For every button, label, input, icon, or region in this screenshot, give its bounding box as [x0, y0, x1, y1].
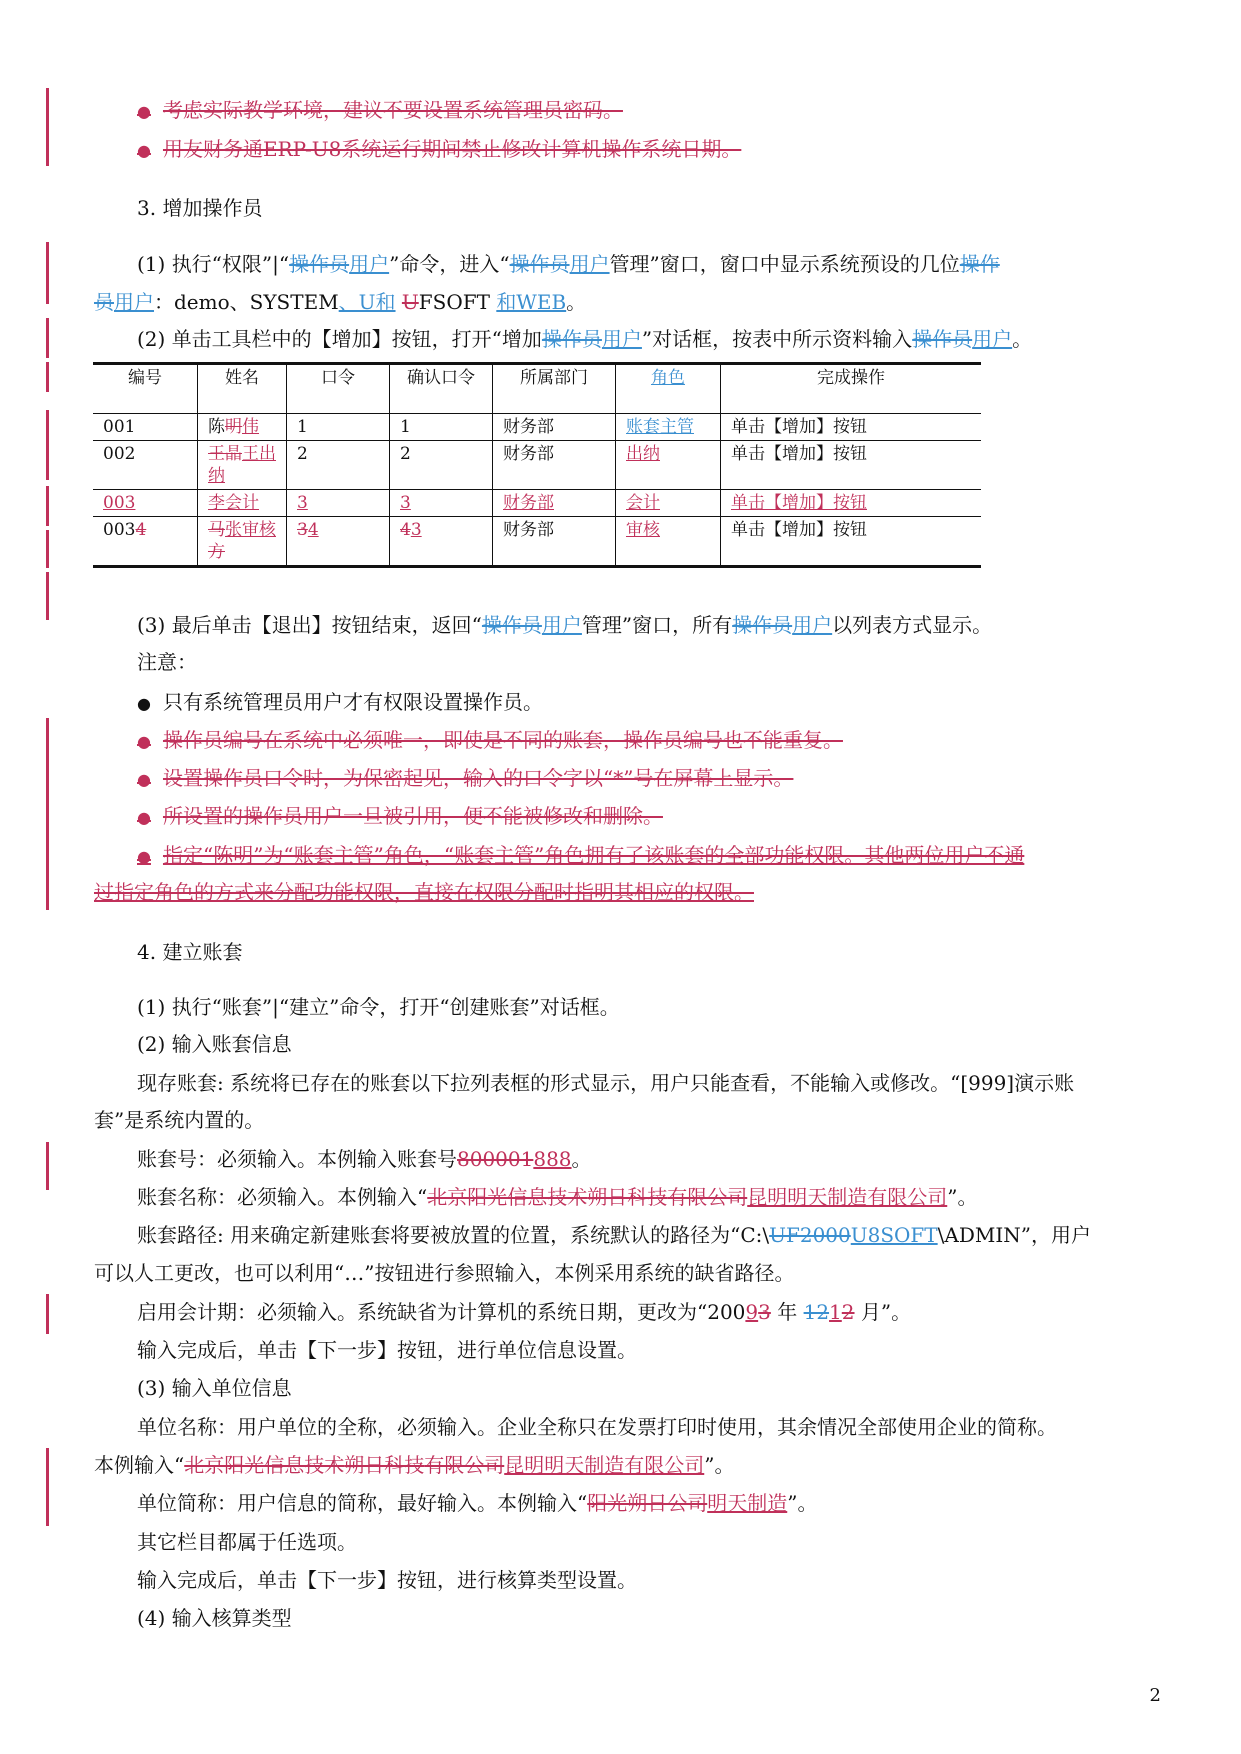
paragraph: 可以人工更改，也可以利用“…”按钮进行参照输入，本例采用系统的缺省路径。: [94, 1261, 795, 1285]
change-bar: [46, 242, 49, 304]
paragraph: 输入完成后，单击【下一步】按钮，进行单位信息设置。: [137, 1338, 637, 1362]
table-header-row: [93, 364, 981, 414]
column-header: 完成操作: [721, 364, 982, 414]
note-item: ● 操作员编号在系统中必须唯一，即使是不同的账套，操作员编号也不能重复。: [137, 728, 843, 752]
note-item: ● 用友财务通ERP-U8系统运行期间禁止修改计算机操作系统日期。: [137, 137, 742, 161]
paragraph: 员用户：demo、SYSTEM、U和 UFSOFT 和WEB。: [94, 290, 587, 314]
note-item: ● 指定“陈明”为“账套主管”角色，“账套主管”角色拥有了该账套的全部功能权限。其他两位用户不通: [137, 843, 1025, 867]
paragraph: 其它栏目都属于任选项。: [137, 1530, 357, 1554]
note-item: ● 只有系统管理员用户才有权限设置操作员。: [137, 690, 543, 714]
paragraph: 套”是系统内置的。: [94, 1108, 265, 1132]
note-item: ● 考虑实际教学环境，建议不要设置系统管理员密码。: [137, 98, 623, 122]
paragraph: (2) 单击工具栏中的【增加】按钮，打开“增加操作员用户”对话框，按表中所示资料输入操作员用户。: [137, 327, 1033, 351]
note-item: ● 设置操作员口令时，为保密起见，输入的口令字以“*”号在屏幕上显示。: [137, 766, 794, 790]
paragraph: (1) 执行“权限”|“操作员用户”命令，进入“操作员用户管理”窗口，窗口中显示系统预设的几位操作: [137, 252, 1000, 276]
paragraph: (2) 输入账套信息: [137, 1032, 292, 1056]
paragraph: 单位简称：用户信息的简称，最好输入。本例输入“阳光朔日公司明天制造”。: [137, 1491, 818, 1515]
paragraph: (3) 最后单击【退出】按钮结束，返回“操作员用户管理”窗口，所有操作员用户以列表方式显示。: [137, 613, 993, 637]
change-bar: [46, 718, 49, 910]
paragraph: (4) 输入核算类型: [137, 1606, 292, 1630]
change-bar: [46, 1448, 49, 1526]
column-header: 角色: [616, 364, 721, 414]
column-header: 编号: [93, 364, 198, 414]
column-header: 口令: [287, 364, 390, 414]
change-bar: [46, 572, 49, 620]
change-bar: [46, 1142, 49, 1190]
operator-table: [93, 362, 981, 568]
column-header: 确认口令: [390, 364, 493, 414]
paragraph: 输入完成后，单击【下一步】按钮，进行核算类型设置。: [137, 1568, 637, 1592]
paragraph: 现存账套: 系统将已存在的账套以下拉列表框的形式显示，用户只能查看，不能输入或修改。“[999]演示账: [137, 1071, 1075, 1095]
note-item: 过指定角色的方式来分配功能权限，直接在权限分配时指明其相应的权限。: [94, 880, 754, 904]
paragraph: (1) 执行“账套”|“建立”命令，打开“创建账套”对话框。: [137, 995, 620, 1019]
change-bar: [46, 88, 49, 166]
paragraph: (3) 输入单位信息: [137, 1376, 292, 1400]
note-title: 注意：: [137, 650, 197, 674]
change-bar: [46, 1294, 49, 1334]
table-row: 002 王晶王出纳 2 2 财务部 出纳 单击【增加】按钮: [93, 441, 981, 490]
column-header: 所属部门: [493, 364, 616, 414]
paragraph: 账套号：必须输入。本例输入账套号800001888。: [137, 1147, 592, 1171]
column-header: 姓名: [198, 364, 287, 414]
paragraph: 单位名称：用户单位的全称，必须输入。企业全称只在发票打印时使用，其余情况全部使用企业的简称。: [137, 1415, 1057, 1439]
paragraph: 本例输入“北京阳光信息技术朔日科技有限公司昆明明天制造有限公司”。: [94, 1453, 735, 1477]
section-title: 4. 建立账套: [137, 940, 243, 964]
table-row: 003 李会计 3 3 财务部 会计 单击【增加】按钮: [93, 490, 981, 517]
page-number: 2: [1149, 1685, 1161, 1706]
change-bar: [46, 410, 49, 480]
paragraph: 启用会计期：必须输入。系统缺省为计算机的系统日期，更改为“20093 年 1212 月”。: [137, 1300, 912, 1324]
paragraph: 账套名称：必须输入。本例输入“北京阳光信息技术朔日科技有限公司昆明明天制造有限公司”。: [137, 1185, 978, 1209]
table-row: 001 陈明伟 1 1 财务部 账套主管 单击【增加】按钮: [93, 414, 981, 441]
change-bar: [46, 530, 49, 568]
change-bar: [46, 486, 49, 526]
note-item: ● 所设置的操作员用户一旦被引用，便不能被修改和删除。: [137, 804, 663, 828]
change-bar: [46, 362, 49, 392]
table-row: 0034 马张审核方 34 43 财务部 审核 单击【增加】按钮: [93, 517, 981, 567]
change-bar: [46, 318, 49, 358]
paragraph: 账套路径: 用来确定新建账套将要被放置的位置，系统默认的路径为“C:\UF2000U8SOFT\ADMIN”，用户: [137, 1223, 1091, 1247]
section-title: 3. 增加操作员: [137, 196, 263, 220]
